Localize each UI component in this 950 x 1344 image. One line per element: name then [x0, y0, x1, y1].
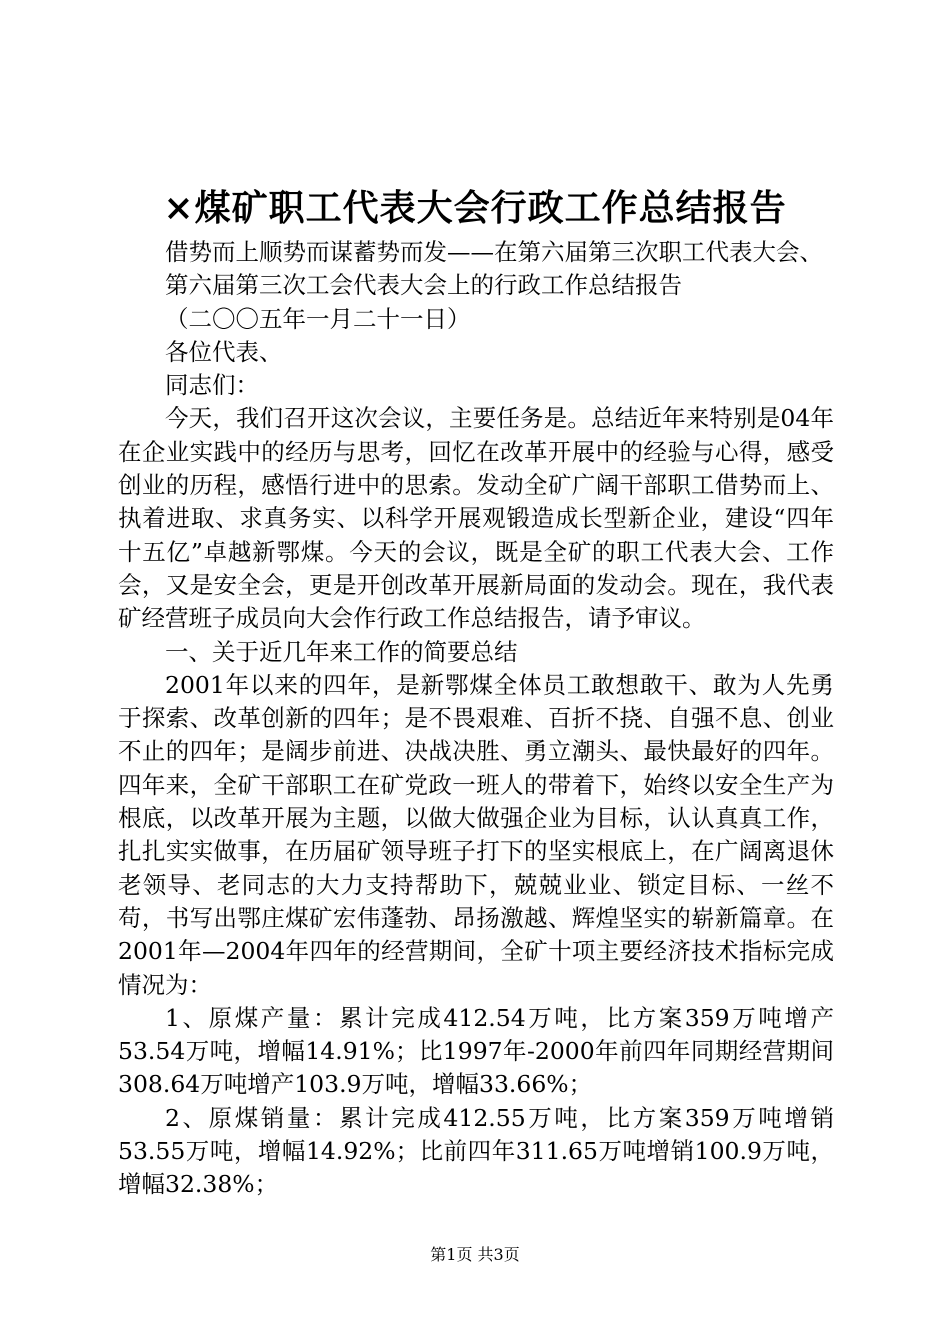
indicator-coal-output: 1、原煤产量：累计完成412.54万吨，比方案359万吨增产53.54万吨，增幅14.91%；比1997年-2000年前四年同期经营期间308.64万吨增产103.9万吨，增幅33.66%；: [118, 1003, 834, 1099]
indicator-coal-sales: 2、原煤销量：累计完成412.55万吨，比方案359万吨增销53.55万吨，增幅14.92%；比前四年311.65万吨增销100.9万吨，增幅32.38%；: [118, 1103, 834, 1199]
document-body: [118, 236, 834, 1202]
report-date: （二〇〇五年一月二十一日）: [165, 304, 471, 333]
page-number-footer: 第1页 共3页: [430, 1245, 520, 1264]
subtitle-line-2: 第六届第三次工会代表大会上的行政工作总结报告: [165, 271, 682, 300]
section-heading: 一、关于近几年来工作的简要总结: [165, 637, 518, 666]
salutation-comrades: 同志们：: [165, 371, 259, 400]
subtitle-line-1: 借势而上顺势而谋蓄势而发——在第六届第三次职工代表大会、: [165, 238, 823, 266]
salutation-delegates: 各位代表、: [165, 337, 283, 366]
document-title: ×煤矿职工代表大会行政工作总结报告: [163, 187, 787, 229]
intro-paragraph: 今天，我们召开这次会议，主要任务是。总结近年来特别是04年在企业实践中的经历与思考，回忆在改革开展中的经验与心得，感受创业的历程，感悟行进中的思索。发动全矿广阔干部职工借势而上、执着进取、求真务实、以科学开展观锻造成长型新企业，建设“四年十五亿”卓越新鄂煤。今天的会议，既是全矿的职工代表大会、工作会，又是安全会，更是开创改革开展新局面的发动会。现在，我代表矿经营班子成员向大会作行政工作总结报告，请予审议。: [118, 404, 834, 633]
summary-paragraph: 2001年以来的四年，是新鄂煤全体员工敢想敢干、敢为人先勇于探索、改革创新的四年；是不畏艰难、百折不挠、自强不息、创业不止的四年；是阔步前进、决战决胜、勇立潮头、最快最好的四年。四年来，全矿干部职工在矿党政一班人的带着下，始终以安全生产为根底，以改革开展为主题，以做大做强企业为目标，认认真真工作，扎扎实实做事，在历届矿领导班子打下的坚实根底上，在广阔离退休老领导、老同志的大力支持帮助下，兢兢业业、锁定目标、一丝不苟，书写出鄂庄煤矿宏伟蓬勃、昂扬激越、辉煌坚实的崭新篇章。在2001年—2004年四年的经营期间，全矿十项主要经济技术指标完成情况为：: [118, 670, 834, 999]
